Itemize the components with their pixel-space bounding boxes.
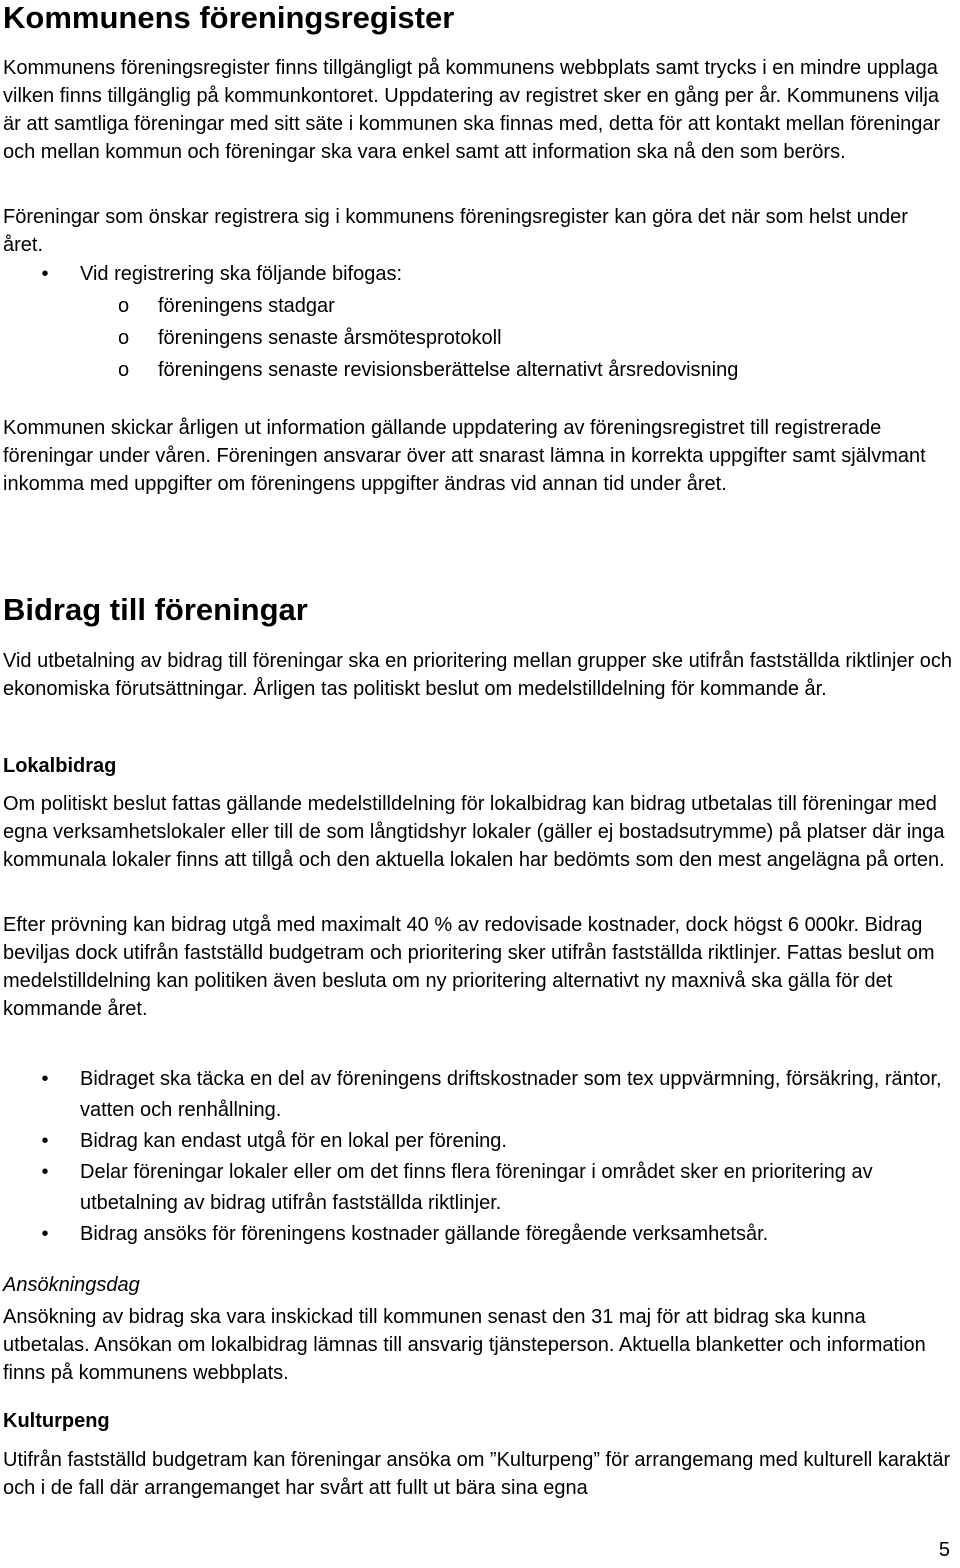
paragraph-bidrag-intro: Vid utbetalning av bidrag till föreningar ska en prioritering mellan grupper ske utifrån fastställda riktlinjer och ekonomiska förutsättningar. Årligen tas politiskt beslut om medelstilldelning för kommande år. <box>3 650 953 700</box>
paragraph-register-intro: Kommunens föreningsregister finns tillgängligt på kommunens webbplats samt trycks i en mindre upplaga vilken finns tillgänglig på kommunkontoret. Uppdatering av registret sker en gång per år. Kommunens vilja är att samtliga föreningar med sitt säte i kommunen ska finnas med, detta för att kontakt mellan föreningar och mellan kommun och föreningar ska vara enkel samt att information ska nå den som berörs. <box>3 57 941 163</box>
sub-list-item <box>80 322 953 354</box>
paragraph-lokalbidrag-1: Om politiskt beslut fattas gällande medelstilldelning för lokalbidrag kan bidrag utbetalas till föreningar med egna verksamhetslokaler eller till de som långtidshyr lokaler (gäller ej bostadsutrymme) på platser där inga kommunala lokaler finns att tillgå och den aktuella lokalen har bedömts som den mest angelägna på orten. <box>3 793 945 871</box>
sub-list-item <box>80 290 953 322</box>
section-title-bidrag: Bidrag till föreningar <box>3 592 308 627</box>
list-item <box>3 259 953 386</box>
page-number: 5 <box>938 1539 950 1561</box>
sub-list-item <box>80 354 953 386</box>
sub-bullet-icon: o <box>118 359 130 381</box>
list-item <box>3 1157 953 1219</box>
sub-list-item-text: föreningens senaste revisionsberättelse alternativt årsredovisning <box>158 359 739 381</box>
paragraph-ansokningsdag: Ansökning av bidrag ska vara inskickad till kommunen senast den 31 maj för att bidrag ska kunna utbetalas. Ansökan om lokalbidrag lämnas till ansvarig tjänsteperson. Aktuella blanketter och information finns på kommunens webbplats. <box>3 1306 926 1384</box>
paragraph-register-signup: Föreningar som önskar registrera sig i kommunens föreningsregister kan göra det när som helst under året. <box>3 206 908 256</box>
list-item <box>3 1126 953 1157</box>
sub-bullet-icon: o <box>118 295 130 317</box>
sub-list-item-text: föreningens stadgar <box>158 295 335 317</box>
list-item <box>3 1064 953 1126</box>
heading-lokalbidrag: Lokalbidrag <box>3 755 117 777</box>
list-item-text: Bidrag kan endast utgå för en lokal per förening. <box>80 1130 507 1152</box>
bullet-icon: • <box>41 1161 49 1183</box>
section-title-foreningsregister: Kommunens föreningsregister <box>3 0 455 35</box>
paragraph-kulturpeng: Utifrån fastställd budgetram kan föreningar ansöka om ”Kulturpeng” för arrangemang med kulturell karaktär och i de fall där arrangemanget har svårt att fullt ut bära sina egna <box>3 1449 951 1499</box>
heading-kulturpeng: Kulturpeng <box>3 1410 110 1432</box>
lokalbidrag-rules-list <box>3 1064 953 1250</box>
paragraph-lokalbidrag-2: Efter prövning kan bidrag utgå med maximalt 40 % av redovisade kostnader, dock högst 6 000kr. Bidrag beviljas dock utifrån fastställd budgetram och prioritering sker utifrån fastställda riktlinjer. Fattas beslut om medelstilldelning kan politiken även besluta om ny prioritering alternativt ny maxnivå ska gälla för det kommande året. <box>3 914 935 1020</box>
paragraph-register-update: Kommunen skickar årligen ut information gällande uppdatering av föreningsregistret till registrerade föreningar under våren. Föreningen ansvarar över att snarast lämna in korrekta uppgifter samt självmant inkomma med uppgifter om föreningens uppgifter ändras vid annan tid under året. <box>3 417 926 495</box>
sub-list-item-text: föreningens senaste årsmötesprotokoll <box>158 327 502 349</box>
bullet-icon: • <box>41 1223 49 1245</box>
bullet-icon: • <box>41 263 49 285</box>
attachment-list <box>80 290 953 386</box>
heading-ansokningsdag: Ansökningsdag <box>3 1274 140 1296</box>
list-item-text: Bidraget ska täcka en del av föreningens driftskostnader som tex uppvärmning, försäkring, räntor, vatten och renhållning. <box>80 1068 942 1121</box>
sub-bullet-icon: o <box>118 327 130 349</box>
list-item-text: Vid registrering ska följande bifogas: <box>80 263 403 285</box>
list-item-text: Bidrag ansöks för föreningens kostnader gällande föregående verksamhetsår. <box>80 1223 769 1245</box>
registration-list <box>3 259 953 386</box>
bullet-icon: • <box>41 1068 49 1090</box>
bullet-icon: • <box>41 1130 49 1152</box>
list-item <box>3 1219 953 1250</box>
list-item-text: Delar föreningar lokaler eller om det finns flera föreningar i området sker en prioritering av utbetalning av bidrag utifrån fastställda riktlinjer. <box>80 1161 873 1214</box>
